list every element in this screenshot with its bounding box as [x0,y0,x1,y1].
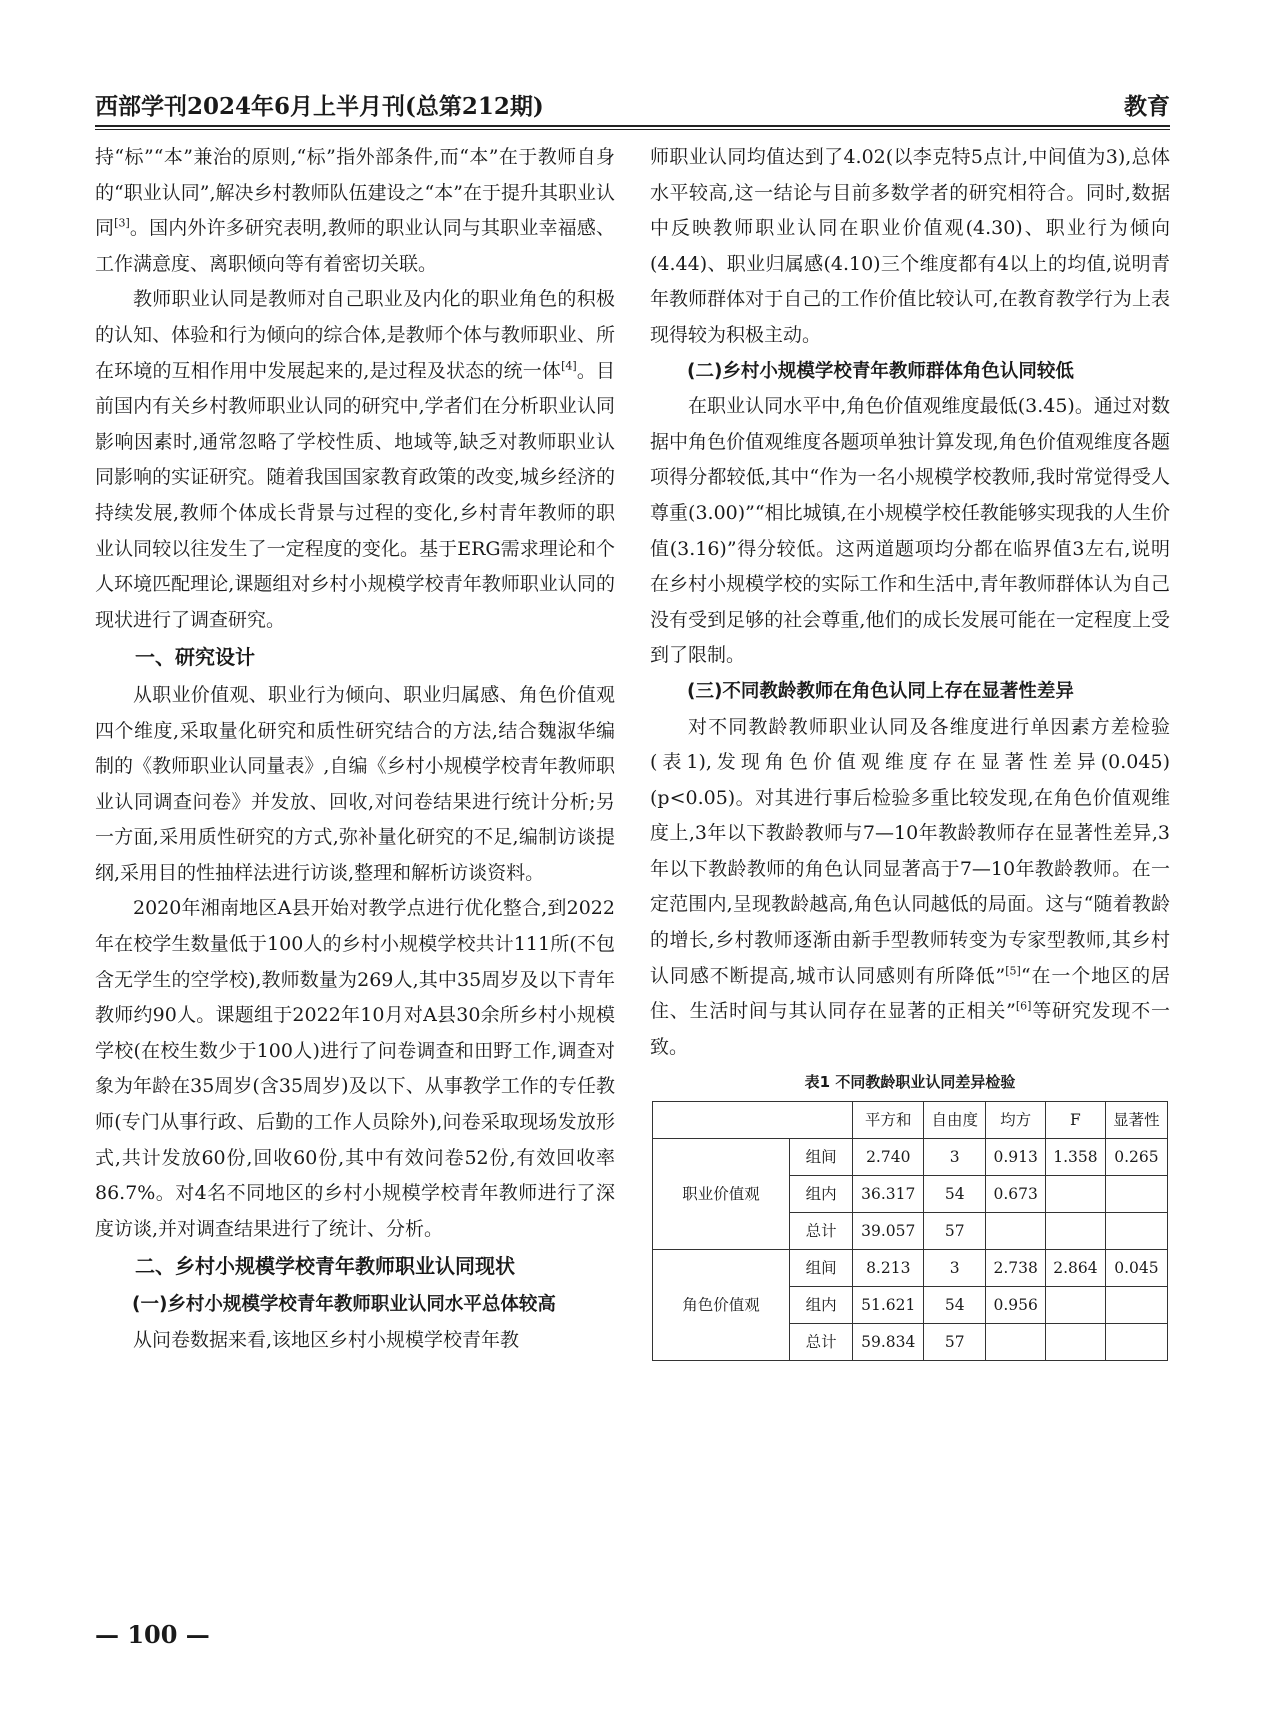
header-rule [95,125,1170,127]
table-header-cell [653,1102,853,1139]
table-header-cell: 平方和 [853,1102,924,1139]
table-row [653,1250,1168,1287]
group-label: 职业价值观 [653,1139,790,1250]
page-number: — 100 — [95,1620,210,1649]
page-header [95,82,1170,122]
section-heading: 二、乡村小规模学校青年教师职业认同现状 [135,1254,515,1279]
cell-df: 54 [924,1287,986,1324]
anova-table [652,1101,1168,1361]
cell-ss: 8.213 [853,1250,924,1287]
cell-df: 3 [924,1139,986,1176]
cell-sig: 0.265 [1105,1139,1167,1176]
table-header-cell: F [1046,1102,1106,1139]
subsection-heading: (一)乡村小规模学校青年教师职业认同水平总体较高 [132,1294,556,1315]
section-tag: 教育 [1124,94,1170,120]
paragraph: 从职业价值观、职业行为倾向、职业归属感、角色价值观四个维度,采取量化研究和质性研究结合的方法,结合魏淑华编制的《教师职业认同量表》,自编《乡村小规模学校青年教师职业认同调查问卷》并发放、回收,对问卷结果进行统计分析;另一方面,采用质性研究的方式,弥补量化研究的不足,编制访谈提纲,采用目的性抽样法进行访谈,整理和解析访谈资料。 [95,683,615,884]
cell-sig [1105,1324,1167,1361]
cell-sig: 0.045 [1105,1250,1167,1287]
section-heading: 一、研究设计 [135,645,255,670]
row-label: 总计 [790,1324,853,1361]
journal-title: 西部学刊2024年6月上半月刊(总第212期) [95,93,544,120]
paragraph: 教师职业认同是教师对自己职业及内化的职业角色的积极的认知、体验和行为倾向的综合体,是教师个体与教师职业、所在环境的互相作用中发展起来的,是过程及状态的统一体[4]。目前国内有关乡村教师职业认同的研究中,学者们在分析职业认同影响因素时,通常忽略了学校性质、地域等,缺乏对教师职业认同影响的实证研究。随着我国国家教育政策的改变,城乡经济的持续发展,教师个体成长背景与过程的变化,乡村青年教师的职业认同较以往发生了一定程度的变化。基于ERG需求理论和个人环境匹配理论,课题组对乡村小规模学校青年教师职业认同的现状进行了调查研究。 [95,288,615,631]
cell-f [1046,1213,1106,1250]
table-header-row [653,1102,1168,1139]
table-header-cell: 显著性 [1105,1102,1167,1139]
cell-ss: 36.317 [853,1176,924,1213]
table-row [653,1139,1168,1176]
cell-df: 3 [924,1250,986,1287]
citation: [3] [114,216,130,230]
cell-f [1046,1176,1106,1213]
cell-ms: 2.738 [986,1250,1046,1287]
table-header-cell: 均方 [986,1102,1046,1139]
row-label: 组间 [790,1250,853,1287]
subsection-heading: (三)不同教龄教师在角色认同上存在显著性差异 [687,680,1074,702]
cell-df: 57 [924,1324,986,1361]
cell-ms [986,1324,1046,1361]
header-rule-thin [95,129,1170,130]
table-caption: 表1 不同教龄职业认同差异检验 [804,1073,1016,1092]
cell-ss: 2.740 [853,1139,924,1176]
right-column [650,140,1170,1361]
row-label: 组间 [790,1139,853,1176]
citation: [6] [1015,999,1032,1013]
citation: [4] [561,359,577,373]
group-label: 角色价值观 [653,1250,790,1361]
row-label: 组内 [790,1287,853,1324]
cell-ss: 59.834 [853,1324,924,1361]
subsection-heading: (二)乡村小规模学校青年教师群体角色认同较低 [687,360,1074,382]
cell-f [1046,1324,1106,1361]
cell-df: 54 [924,1176,986,1213]
left-column [95,140,615,1358]
cell-ms [986,1213,1046,1250]
table-header-cell: 自由度 [924,1102,986,1139]
cell-sig [1105,1287,1167,1324]
cell-ms: 0.673 [986,1176,1046,1213]
paragraph: 对不同教龄教师职业认同及各维度进行单因素方差检验(表1),发现角色价值观维度存在显著性差异(0.045)(p<0.05)。对其进行事后检验多重比较发现,在角色价值观维度上,3年以下教龄教师与7—10年教龄教师存在显著性差异,3年以下教龄教师的角色认同显著高于7—10年教龄教师。在一定范围内,呈现教龄越高,角色认同越低的局面。这与“随着教龄的增长,乡村教师逐渐由新手型教师转变为专家型教师,其乡村认同感不断提高,城市认同感则有所降低”[5]“在一个地区的居住、生活时间与其认同存在显著的正相关”[6]等研究发现不一致。 [650,715,1170,1058]
cell-ms: 0.913 [986,1139,1046,1176]
citation: [5] [1005,964,1021,978]
paragraph: 从问卷数据来看,该地区乡村小规模学校青年教 [133,1328,520,1351]
cell-f [1046,1287,1106,1324]
cell-sig [1105,1176,1167,1213]
paragraph: 持“标”“本”兼治的原则,“标”指外部条件,而“本”在于教师自身的“职业认同”,解决乡村教师队伍建设之“本”在于提升其职业认同[3]。国内外许多研究表明,教师的职业认同与其职业幸福感、工作满意度、离职倾向等有着密切关联。 [95,146,615,275]
cell-ms: 0.956 [986,1287,1046,1324]
row-label: 总计 [790,1213,853,1250]
paragraph: 师职业认同均值达到了4.02(以李克特5点计,中间值为3),总体水平较高,这一结论与目前多数学者的研究相符合。同时,数据中反映教师职业认同在职业价值观(4.30)、职业行为倾向(4.44)、职业归属感(4.10)三个维度都有4以上的均值,说明青年教师群体对于自己的工作价值比较认可,在教育教学行为上表现得较为积极主动。 [650,146,1170,346]
cell-f: 2.864 [1046,1250,1106,1287]
cell-ss: 39.057 [853,1213,924,1250]
paragraph: 2020年湘南地区A县开始对教学点进行优化整合,到2022年在校学生数量低于100人的乡村小规模学校共计111所(不包含无学生的空学校),教师数量为269人,其中35周岁及以下青年教师约90人。课题组于2022年10月对A县30余所乡村小规模学校(在校生数少于100人)进行了问卷调查和田野工作,调查对象为年龄在35周岁(含35周岁)及以下、从事教学工作的专任教师(专门从事行政、后勤的工作人员除外),问卷采取现场发放形式,共计发放60份,回收60份,其中有效问卷52份,有效回收率86.7%。对4名不同地区的乡村小规模学校青年教师进行了深度访谈,并对调查结果进行了统计、分析。 [95,897,615,1240]
cell-ss: 51.621 [853,1287,924,1324]
cell-df: 57 [924,1213,986,1250]
row-label: 组内 [790,1176,853,1213]
paragraph: 在职业认同水平中,角色价值观维度最低(3.45)。通过对数据中角色价值观维度各题项单独计算发现,角色价值观维度各题项得分都较低,其中“作为一名小规模学校教师,我时常觉得受人尊重(3.00)”“相比城镇,在小规模学校任教能够实现我的人生价值(3.16)”得分较低。这两道题项均分都在临界值3左右,说明在乡村小规模学校的实际工作和生活中,青年教师群体认为自己没有受到足够的社会尊重,他们的成长发展可能在一定程度上受到了限制。 [650,395,1170,667]
cell-sig [1105,1213,1167,1250]
cell-f: 1.358 [1046,1139,1106,1176]
